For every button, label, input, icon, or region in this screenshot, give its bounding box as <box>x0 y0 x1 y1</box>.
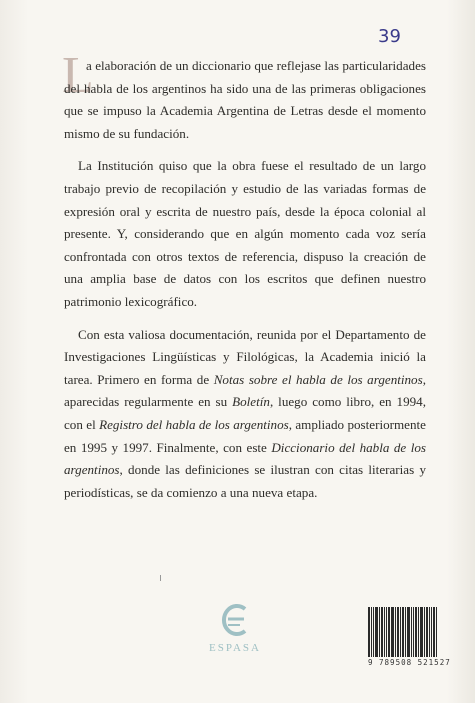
title-boletin: Boletín <box>232 394 270 410</box>
barcode-side-text <box>356 607 364 667</box>
barcode <box>360 607 458 667</box>
title-diccionario: Diccionario del habla de los argentinos <box>64 439 426 478</box>
publisher-logo <box>190 600 280 654</box>
espasa-e-logo-icon <box>218 600 252 640</box>
paragraph-3-part-e: , donde las definiciones se ilustran con citas literarias y periodísticas, se da comienzo a una nueva etapa. <box>64 462 426 500</box>
barcode-icon <box>368 607 456 657</box>
publisher-name: ESPASA <box>209 642 261 654</box>
title-registro: Registro del habla de los argentinos <box>99 416 289 432</box>
paragraph-3-part-b: , aparecidas regularmente en su <box>64 371 426 410</box>
paragraph-3-part-a: Con esta valiosa documentación, reunida por el Departamento de Investigaciones Lingüísticas y Filológicas, la Academia inició la tarea. Primero en forma de <box>64 326 426 387</box>
drop-cap-letter: L <box>62 47 94 104</box>
title-notas: Notas sobre el habla de los argentinos <box>213 371 423 387</box>
blurb-text <box>64 55 426 514</box>
paragraph-2: La Institución quiso que la obra fuese el resultado de un largo trabajo previo de recopilación y estudio de las variadas formas de expresión oral y escrita de nuestro país, desde la época colonial al presente. Y, considerando que en algún momento cada voz sería confrontada con otros textos de referencia, dispuso la creación de una amplia base de datos con los escritos que definen nuestro patrimonio lexicográfico. <box>64 158 426 309</box>
paragraph-1-text: a elaboración de un diccionario que reflejase las particularidades del habla de los argentinos ha sido una de las primeras obligaciones que se impuso la Academia Argentina de Letras desde el momento mismo de su fundación. <box>64 58 426 141</box>
paragraph-3-part-c: , luego como libro, en 1994, con el <box>64 394 426 432</box>
barcode-digits: 9 789508 521527 <box>368 658 451 667</box>
paragraph-3-part-d: , ampliado posteriormente en 1995 y 1997. Finalmente, con este <box>64 416 426 455</box>
paragraph-1 <box>64 55 426 145</box>
paragraph-3 <box>64 324 426 505</box>
small-mark <box>160 575 161 581</box>
handwritten-page-number: 39 <box>378 26 401 47</box>
